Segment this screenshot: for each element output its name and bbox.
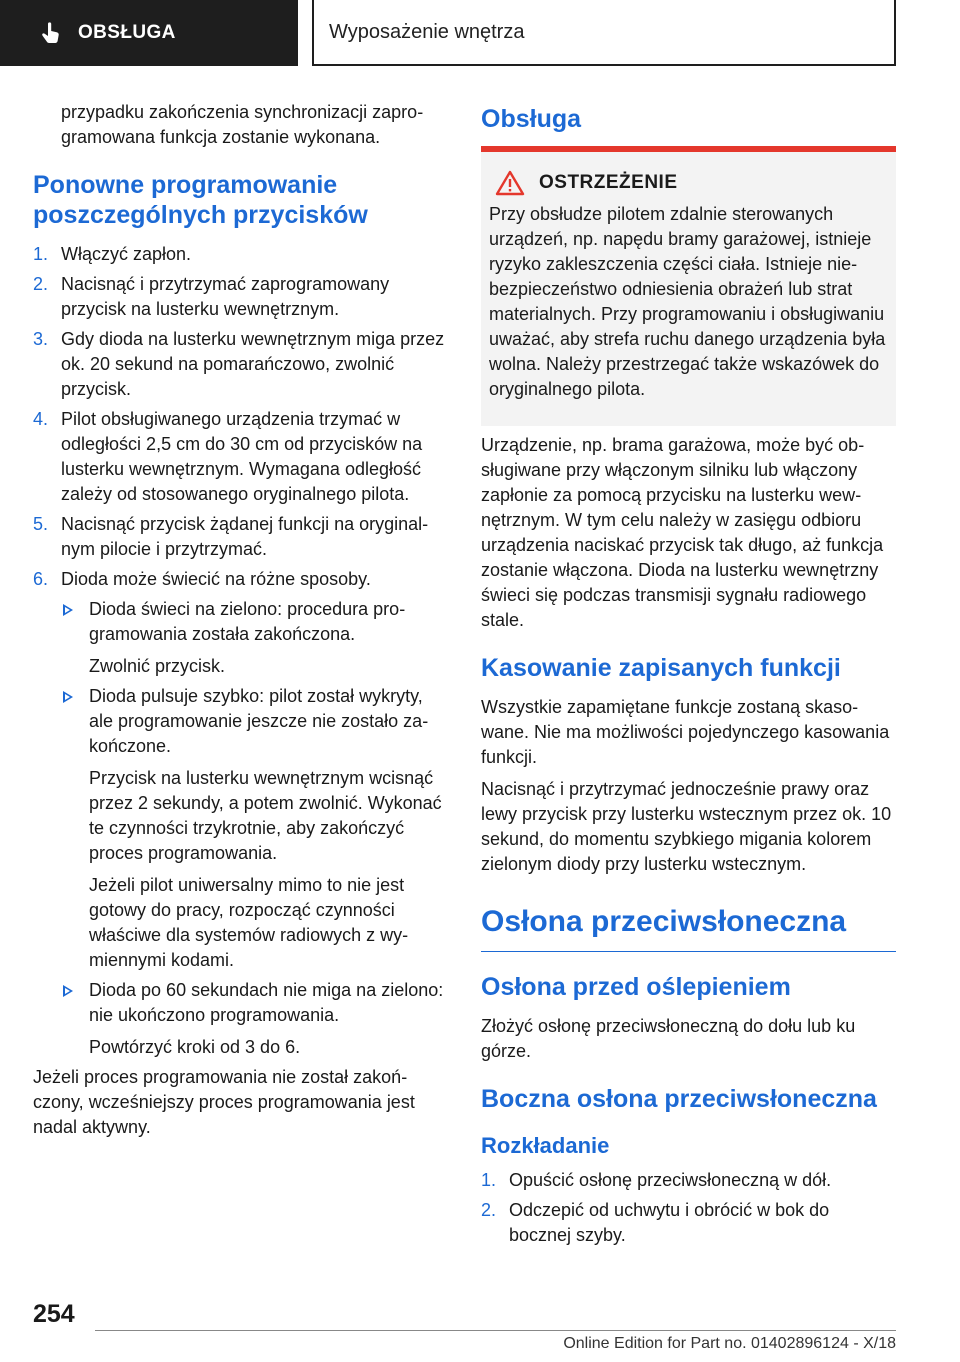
reprogramming-steps bbox=[33, 242, 450, 1060]
step-number: 3. bbox=[33, 329, 49, 349]
led-states-list bbox=[61, 597, 450, 1060]
list-item bbox=[33, 512, 450, 562]
heading-deleting-functions: Kasowanie zapisanych funkcji bbox=[481, 654, 841, 682]
step-number: 4. bbox=[33, 409, 49, 429]
step-text: Gdy dioda na lusterku wewnętrznym miga przez ok. 20 sekund na pomarańczowo, zwolnić przycisk. bbox=[61, 329, 445, 399]
operation-paragraph: Urządzenie, np. brama garażowa, może być obsługiwane przy włączonym silniku lub włączony zapłonie za pomocą przycisku na lusterku wewnętrznym. W tym celu należy w zasięgu odbioru urządzenia naciskać przycisk tak długo, aż funkcja zostanie włączona. Dioda na lusterku wewnętrzny świeci się podczas transmisji sygnału radiowego stale. bbox=[481, 435, 884, 630]
heading-reprogramming: Ponowne programowanie poszczególnych przycisków bbox=[33, 171, 368, 229]
bullet-subtext: Jeżeli pilot uniwersalny mimo to nie jest gotowy do pracy, rozpocząć czynności właściwe dla systemów radiowych z wymiennymi kodami. bbox=[89, 875, 409, 970]
step-text: Włączyć zapłon. bbox=[61, 244, 192, 264]
chapter-title: Wyposażenie wnętrza bbox=[329, 20, 525, 43]
edition-note: Online Edition for Part no. 01402896124 - X/18 bbox=[563, 1335, 896, 1352]
list-item bbox=[61, 978, 450, 1060]
deleting-paragraph-1: Wszystkie zapamiętane funkcje zostaną skasowane. Nie ma możliwości pojedynczego kasowania funkcji. bbox=[481, 697, 890, 767]
list-item bbox=[33, 327, 450, 402]
step-text: Dioda może świecić na różne sposoby. bbox=[61, 569, 371, 589]
bullet-text: Dioda po 60 sekundach nie miga na zielono: nie ukończono programowania. bbox=[89, 980, 444, 1025]
heading-glare-visor: Osłona przed oślepieniem bbox=[481, 973, 791, 1001]
heading-unfolding: Rozkładanie bbox=[481, 1133, 610, 1158]
step-number: 2. bbox=[481, 1200, 497, 1220]
warning-text: Przy obsłudze pilotem zdalnie sterowanych urządzeń, np. napędu bramy garażowej, istnieje ryzyko zakleszczenia części ciała. Istnieje niebezpieczeństwo odniesienia obrażeń lub strat materialnych. Przy programowaniu i obsługiwaniu uważać, aby strefa ruchu danego urządzenia była wolna. Należy przestrzegać także wskazówek do oryginalnego pilota. bbox=[489, 204, 886, 399]
warning-triangle-icon bbox=[495, 170, 525, 196]
step-number: 5. bbox=[33, 514, 49, 534]
step-number: 1. bbox=[33, 244, 49, 264]
list-item bbox=[33, 567, 450, 1060]
bullet-triangle-icon bbox=[63, 985, 73, 997]
intro-paragraph: przypadku zakończenia synchronizacji zaprogramowana funkcja zostanie wykonana. bbox=[61, 102, 424, 147]
page-number: 254 bbox=[33, 1300, 75, 1328]
outro-paragraph: Jeżeli proces programowania nie został zakończony, wcześniejszy proces programowania jest nadal aktywny. bbox=[33, 1067, 415, 1137]
glare-visor-paragraph: Złożyć osłonę przeciwsłoneczną do dołu lub ku górze. bbox=[481, 1016, 856, 1061]
bullet-subtext: Przycisk na lusterku wewnętrznym wcisnąć przez 2 sekundy, a potem zwolnić. Wykonać te czynności trzykrotnie, aby zakończyć proces programowania. bbox=[89, 768, 442, 863]
step-number: 6. bbox=[33, 569, 49, 589]
bullet-subtext: Zwolnić przycisk. bbox=[89, 656, 226, 676]
step-text: Nacisnąć przycisk żądanej funkcji na oryginalnym pilocie i przytrzymać. bbox=[61, 514, 429, 559]
step-number: 1. bbox=[481, 1170, 497, 1190]
step-text: Odczepić od uchwytu i obrócić w bok do bocznej szyby. bbox=[509, 1200, 830, 1245]
warning-box bbox=[481, 146, 896, 426]
list-item bbox=[33, 272, 450, 322]
bullet-text: Dioda świeci na zielono: procedura programowania została zakończona. bbox=[89, 599, 406, 644]
page-header bbox=[0, 0, 960, 66]
bullet-text: Dioda pulsuje szybko: pilot został wykryty, ale programowanie jeszcze nie zostało zakończone. bbox=[89, 686, 429, 756]
list-item bbox=[33, 242, 450, 267]
footer-divider bbox=[95, 1330, 896, 1331]
step-number: 2. bbox=[33, 274, 49, 294]
list-item bbox=[61, 597, 450, 679]
list-item bbox=[481, 1168, 896, 1193]
list-item bbox=[481, 1198, 896, 1248]
step-text: Opuścić osłonę przeciwsłoneczną w dół. bbox=[509, 1170, 832, 1190]
bullet-triangle-icon bbox=[63, 604, 73, 616]
heading-side-visor: Boczna osłona przeciwsłoneczna bbox=[481, 1085, 877, 1113]
right-column bbox=[481, 433, 896, 1253]
warning-title: OSTRZEŻENIE bbox=[539, 172, 678, 193]
left-column bbox=[33, 100, 450, 1140]
deleting-paragraph-2: Nacisnąć i przytrzymać jednocześnie prawy oraz lewy przycisk przy lusterku wstecznym przez ok. 10 sekund, do momentu szybkiego migania kolorem zielonym diody przy lusterku wstecznym. bbox=[481, 779, 892, 874]
bullet-subtext: Powtórzyć kroki od 3 do 6. bbox=[89, 1037, 301, 1057]
step-text: Pilot obsługiwanego urządzenia trzymać w odległości 2,5 cm do 30 cm od przycisków na lusterku wewnętrznym. Wymagana odległość zależy od stosowanego oryginalnego pilota. bbox=[61, 409, 423, 504]
list-item bbox=[61, 684, 450, 973]
bullet-triangle-icon bbox=[63, 691, 73, 703]
hand-pointer-icon bbox=[40, 22, 62, 44]
list-item bbox=[33, 407, 450, 507]
heading-obsluga: Obsługa bbox=[481, 105, 582, 133]
chapter-title-box bbox=[312, 0, 896, 66]
section-tab-label: OBSŁUGA bbox=[78, 22, 176, 43]
chapter-heading-sun-visor: Osłona przeciwsłoneczna bbox=[481, 903, 896, 952]
section-tab bbox=[0, 0, 298, 66]
warning-header bbox=[489, 170, 888, 196]
step-text: Nacisnąć i przytrzymać zaprogramowany przycisk na lusterku wewnętrznym. bbox=[61, 274, 390, 319]
unfolding-steps bbox=[481, 1168, 896, 1248]
right-column-top bbox=[481, 100, 896, 146]
